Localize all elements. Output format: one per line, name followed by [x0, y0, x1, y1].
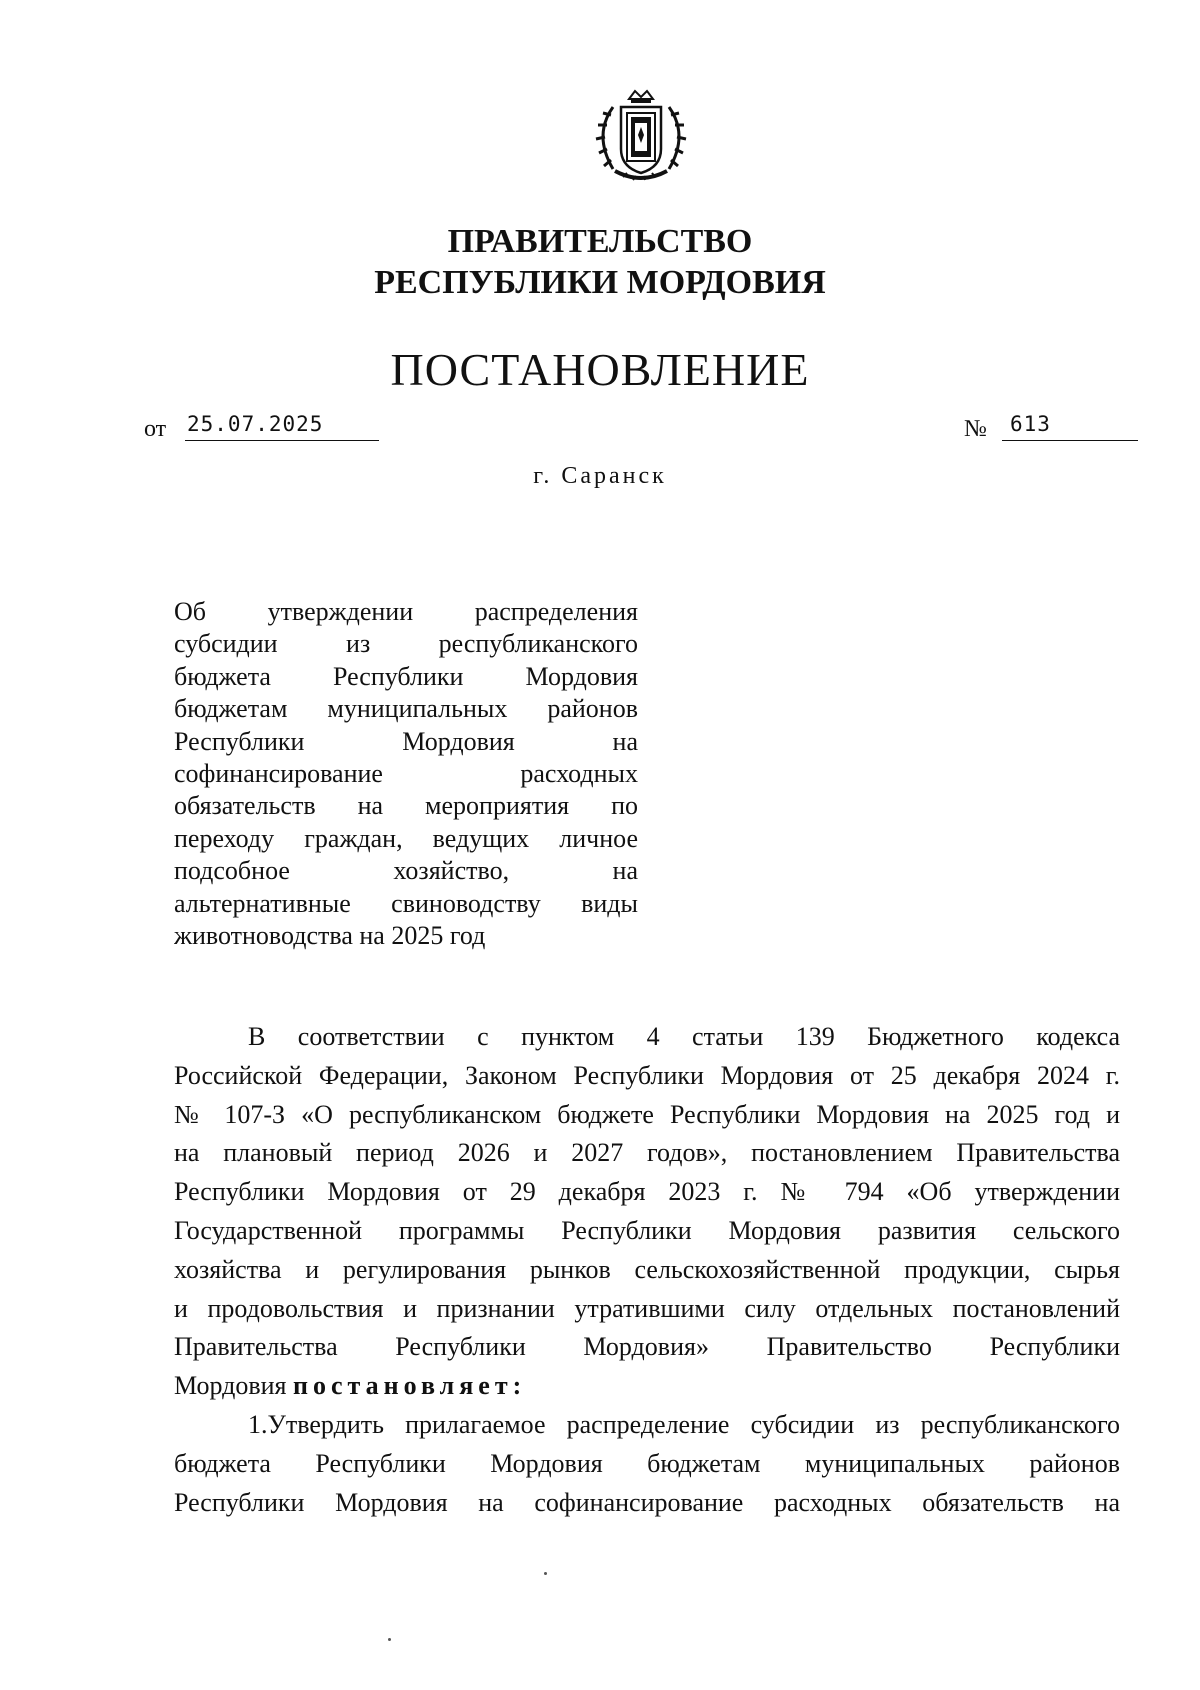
- body-line: на плановый период 2026 и 2027 годов», постановлением Правительства: [174, 1138, 1120, 1168]
- subject-line: бюджета Республики Мордовия: [174, 661, 638, 691]
- subject-line: Об утверждении распределения: [174, 597, 638, 626]
- body-line: и продовольствия и признании утратившими силу отдельных постановлений: [174, 1293, 1120, 1323]
- body-line: Российской Федерации, Законом Республики Мордовия от 25 декабря 2024 г.: [174, 1060, 1120, 1090]
- body-line: В соответствии с пунктом 4 статьи 139 Бюджетного кодекса: [248, 1022, 1120, 1051]
- decree-body: [174, 1018, 1120, 1522]
- subject-line: альтернативные свиноводству виды: [174, 888, 638, 918]
- decree-subject: [174, 596, 638, 952]
- body-line: № 107-З «О республиканском бюджете Республики Мордовия на 2025 год и: [174, 1099, 1120, 1129]
- decree-operative-line: [174, 1367, 1120, 1406]
- subject-line: Республики Мордовия на: [174, 726, 638, 756]
- document-type-title: ПОСТАНОВЛЕНИЕ: [390, 344, 810, 395]
- scan-speck: [388, 1638, 391, 1641]
- org-name-line1: ПРАВИТЕЛЬСТВО: [447, 223, 753, 260]
- subject-line: животноводства на 2025 год: [174, 920, 486, 950]
- body-line: Государственной программы Республики Мордовия развития сельского: [174, 1215, 1120, 1245]
- coat-of-arms-emblem: [583, 85, 699, 189]
- subject-line: софинансирование расходных: [174, 758, 638, 788]
- body-line: Правительства Республики Мордовия» Правительство Республики: [174, 1332, 1120, 1362]
- org-name-line2: РЕСПУБЛИКИ МОРДОВИЯ: [374, 264, 826, 301]
- subject-line: субсидии из республиканского: [174, 629, 638, 659]
- city-line: г. Саранск: [533, 463, 667, 489]
- item1-line: бюджета Республики Мордовия бюджетам муниципальных районов: [174, 1448, 1120, 1478]
- item1-line: 1.Утвердить прилагаемое распределение субсидии из республиканского: [248, 1409, 1120, 1439]
- body-line: Республики Мордовия от 29 декабря 2023 г. № 794 «Об утверждении: [174, 1177, 1120, 1207]
- document-number: 613: [1002, 412, 1138, 441]
- document-date: 25.07.2025: [185, 412, 379, 441]
- emblem-graphic: [583, 85, 699, 189]
- date-label: от: [144, 416, 167, 442]
- decree-word: постановляет:: [293, 1371, 527, 1401]
- scan-speck: [544, 1572, 547, 1575]
- subject-line: переходу граждан, ведущих личное: [174, 823, 638, 853]
- decree-prefix: Мордовия: [174, 1371, 287, 1401]
- number-label: №: [964, 416, 987, 442]
- body-line: хозяйства и регулирования рынков сельскохозяйственной продукции, сырья: [174, 1254, 1120, 1284]
- subject-line: обязательств на мероприятия по: [174, 791, 638, 821]
- subject-line: бюджетам муниципальных районов: [174, 694, 638, 724]
- item1-line: Республики Мордовия на софинансирование расходных обязательств на: [174, 1487, 1120, 1517]
- subject-line: подсобное хозяйство, на: [174, 856, 638, 886]
